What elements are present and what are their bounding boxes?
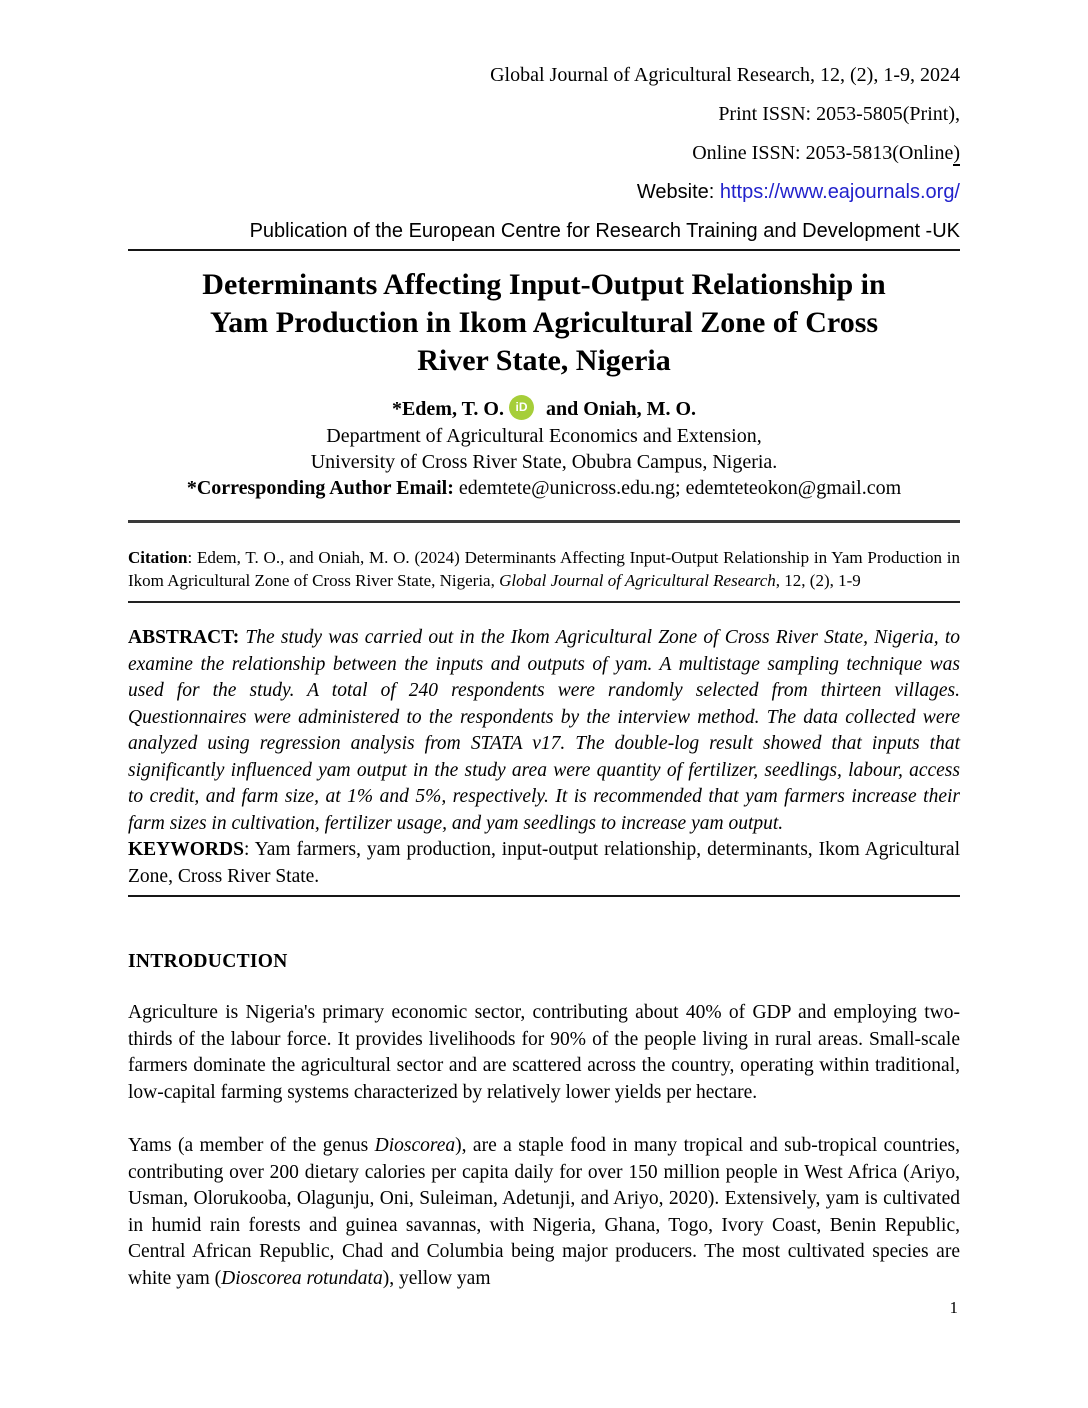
citation-block bbox=[128, 546, 960, 603]
department-line: Department of Agricultural Economics and Extension, bbox=[326, 425, 762, 447]
author-name-right: and Oniah, M. O. bbox=[541, 398, 697, 420]
keywords-block bbox=[128, 837, 960, 897]
introduction-paragraph-2 bbox=[128, 1133, 960, 1292]
citation-label: Citation bbox=[128, 548, 188, 567]
citation-text: : Edem, T. O., and Oniah, M. O. (2024) Determinants Affecting Input-Output Relationship in Yam Production in Ikom Agricultural Zone of Cross River State, Nigeria, bbox=[128, 548, 960, 590]
abstract-paragraph bbox=[128, 625, 960, 837]
author-name-left: *Edem, T. O. bbox=[391, 398, 504, 420]
university-line: University of Cross River State, Obubra Campus, Nigeria. bbox=[310, 451, 778, 473]
title-line: Determinants Affecting Input-Output Relationship in bbox=[202, 268, 886, 301]
title-line: River State, Nigeria bbox=[417, 344, 671, 377]
introduction-heading: INTRODUCTION bbox=[128, 951, 288, 972]
authors-line bbox=[128, 395, 960, 423]
website-link[interactable]: https://www.eajournals.org/ bbox=[719, 181, 960, 203]
keywords-text: : Yam farmers, yam production, input-output relationship, determinants, Ikom Agricultural Zone, Cross River State. bbox=[128, 839, 960, 887]
corresponding-label: *Corresponding Author Email: bbox=[186, 477, 454, 499]
para2-text: ), yellow yam bbox=[382, 1267, 491, 1289]
abstract-label: ABSTRACT: bbox=[128, 627, 240, 648]
citation-tail: , 12, (2), 1-9 bbox=[775, 571, 861, 590]
online-issn-line bbox=[128, 134, 960, 173]
online-issn-tail: ) bbox=[953, 142, 960, 164]
article-title bbox=[128, 266, 960, 380]
page-number: 1 bbox=[949, 1298, 958, 1317]
corresponding-author-line bbox=[128, 475, 960, 501]
online-issn-text: Online ISSN: 2053-5813(Online bbox=[692, 142, 954, 164]
journal-volume-line: Global Journal of Agricultural Research, 12, (2), 1-9, 2024 bbox=[490, 64, 960, 86]
para2-text: Yams (a member of the genus bbox=[128, 1135, 375, 1156]
website-label: Website: bbox=[636, 181, 720, 203]
species-name-italic: Dioscorea rotundata bbox=[221, 1267, 383, 1289]
abstract-text: The study was carried out in the Ikom Agricultural Zone of Cross River State, Nigeria, to examine the relationship between the inputs and outputs of yam. A multistage sampling technique was used for the study. A total of 240 respondents were randomly selected from thirteen villages. Questionnaires were administered to the respondents by the interview method. The data collected were analyzed using regression analysis from STATA v17. The double-log result showed that inputs that significantly influenced yam output in the study area were quantity of fertilizer, seedlings, labour, access to credit, and farm size, at 1% and 5%, respectively. It is recommended that yam farmers increase their farm sizes in cultivation, fertilizer usage, and yam seedlings to increase yam output. bbox=[128, 627, 960, 834]
para2-text: ), are a staple food in many tropical and sub-tropical countries, contributing over 200 dietary calories per capita daily for over 150 million people in West Africa (Ariyo, Usman, Olorukooba, Olagunju, Oni, Suleiman, Adetunji, and Ariyo, 2020). Extensively, yam is cultivated in humid rain forests and guinea savannas, with Nigeria, Ghana, Togo, Ivory Coast, Benin Republic, Central African Republic, Chad and Columbia being major producers. The most cultivated species are white yam ( bbox=[128, 1135, 961, 1289]
genus-name-italic: Dioscorea bbox=[374, 1135, 456, 1156]
print-issn-line: Print ISSN: 2053-5805(Print), bbox=[718, 103, 960, 125]
website-line bbox=[128, 173, 960, 212]
orcid-icon[interactable]: iD bbox=[509, 395, 534, 420]
citation-journal-name: Global Journal of Agricultural Research bbox=[499, 571, 776, 590]
introduction-paragraph-1: Agriculture is Nigeria's primary economic sector, contributing about 40% of GDP and employing two-thirds of the labour force. It provides livelihoods for 90% of the people living in rural areas. Small-scale farmers dominate the agricultural sector and are scattered across the country, operating within traditional, low-capital farming systems characterized by relatively lower yields per hectare. bbox=[128, 1002, 960, 1103]
keywords-label: KEYWORDS bbox=[128, 839, 244, 860]
divider-above-citation bbox=[128, 520, 960, 523]
journal-masthead bbox=[128, 56, 960, 251]
title-line: Yam Production in Ikom Agricultural Zone of Cross bbox=[209, 306, 879, 339]
corresponding-emails: edemtete@unicross.edu.ng; edemteteokon@gmail.com bbox=[453, 477, 902, 499]
publisher-line: Publication of the European Centre for Research Training and Development -UK bbox=[128, 216, 960, 251]
